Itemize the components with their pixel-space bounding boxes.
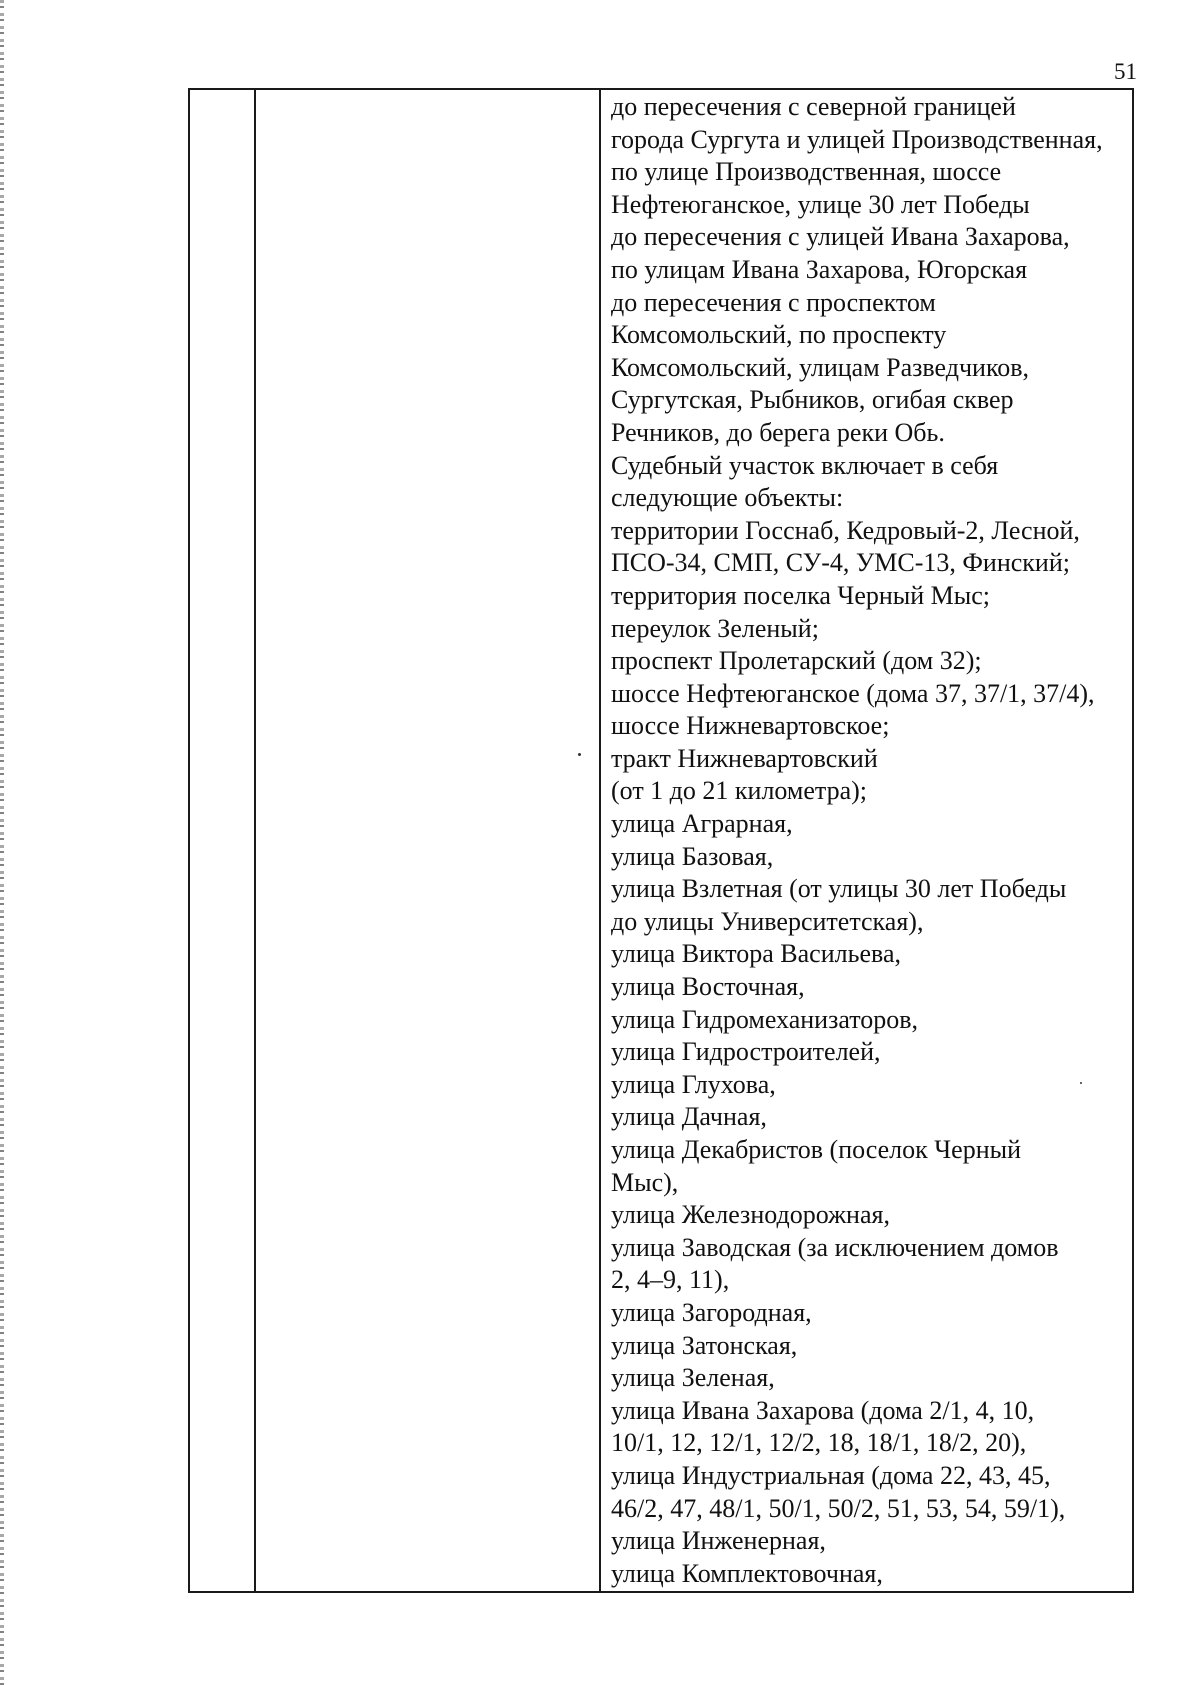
document-table bbox=[188, 88, 1134, 1593]
text-line: улица Зеленая, bbox=[611, 1363, 775, 1393]
text-line: Речников, до берега реки Обь. bbox=[611, 417, 945, 447]
text-line: шоссе Нефтеюганское (дома 37, 37/1, 37/4), bbox=[611, 678, 1095, 708]
text-line: территории Госснаб, Кедровый-2, Лесной, bbox=[611, 515, 1080, 545]
text-line: улица Индустриальная (дома 22, 43, 45, bbox=[611, 1460, 1051, 1490]
text-line: Комсомольский, улицам Разведчиков, bbox=[611, 352, 1030, 382]
address-description-cell bbox=[611, 91, 1131, 1590]
text-line: до пересечения с улицей Ивана Захарова, bbox=[611, 222, 1070, 252]
text-line: улица Дачная, bbox=[611, 1102, 767, 1132]
text-line: улица Аграрная, bbox=[611, 809, 793, 839]
text-line: улица Затонская, bbox=[611, 1330, 798, 1360]
text-line: переулок Зеленый; bbox=[611, 613, 819, 643]
text-line: (от 1 до 21 километра); bbox=[611, 776, 868, 806]
text-line: улица Заводская (за исключением домов bbox=[611, 1232, 1059, 1262]
scan-speck bbox=[578, 753, 581, 756]
text-line: Сургутская, Рыбников, огибая сквер bbox=[611, 385, 1014, 415]
text-line: Комсомольский, по проспекту bbox=[611, 320, 947, 350]
text-line: улица Базовая, bbox=[611, 841, 774, 871]
text-line: улица Восточная, bbox=[611, 972, 805, 1002]
scan-speck bbox=[1080, 1082, 1082, 1084]
text-line: проспект Пролетарский (дом 32); bbox=[611, 646, 982, 676]
text-line: до пересечения с северной границей bbox=[611, 92, 1016, 121]
text-line: следующие объекты: bbox=[611, 483, 844, 513]
text-line: по улицам Ивана Захарова, Югорская bbox=[611, 254, 1028, 284]
text-line: улица Железнодорожная, bbox=[611, 1200, 890, 1230]
text-line: по улице Производственная, шоссе bbox=[611, 157, 1002, 187]
column-divider-1 bbox=[254, 90, 256, 1591]
text-line: улица Декабристов (поселок Черный bbox=[611, 1135, 1022, 1164]
text-line: улица Гидромеханизаторов, bbox=[611, 1004, 918, 1034]
text-line: 46/2, 47, 48/1, 50/1, 50/2, 51, 53, 54, 59/1), bbox=[611, 1493, 1066, 1523]
text-line: улица Ивана Захарова (дома 2/1, 4, 10, bbox=[611, 1395, 1035, 1425]
text-line: улица Загородная, bbox=[611, 1297, 812, 1327]
text-line: до улицы Университетская), bbox=[611, 906, 924, 936]
text-line: Мыс), bbox=[611, 1167, 679, 1197]
text-line: города Сургута и улицей Производственная, bbox=[611, 124, 1103, 154]
text-line: улица Гидростроителей, bbox=[611, 1037, 881, 1067]
text-line: улица Инженерная, bbox=[611, 1526, 826, 1556]
text-line: улица Глухова, bbox=[611, 1069, 776, 1099]
text-line: ПСО-34, СМП, СУ-4, УМС-13, Финский; bbox=[611, 548, 1070, 578]
text-line: улица Комплектовочная, bbox=[611, 1558, 883, 1588]
text-line: тракт Нижневартовский bbox=[611, 743, 878, 773]
text-line: Нефтеюганское, улице 30 лет Победы bbox=[611, 189, 1030, 219]
text-line: 10/1, 12, 12/1, 12/2, 18, 18/1, 18/2, 20), bbox=[611, 1428, 1027, 1458]
text-line: до пересечения с проспектом bbox=[611, 287, 936, 317]
text-line: улица Виктора Васильева, bbox=[611, 939, 901, 969]
column-divider-2 bbox=[599, 90, 601, 1591]
text-line: Судебный участок включает в себя bbox=[611, 450, 999, 480]
text-line: шоссе Нижневартовское; bbox=[611, 711, 890, 741]
text-line: 2, 4–9, 11), bbox=[611, 1265, 730, 1295]
text-line: территория поселка Черный Мыс; bbox=[611, 580, 991, 610]
scan-edge-artifact bbox=[0, 0, 4, 1685]
page-number: 51 bbox=[1114, 59, 1137, 84]
text-line: улица Взлетная (от улицы 30 лет Победы bbox=[611, 874, 1067, 904]
